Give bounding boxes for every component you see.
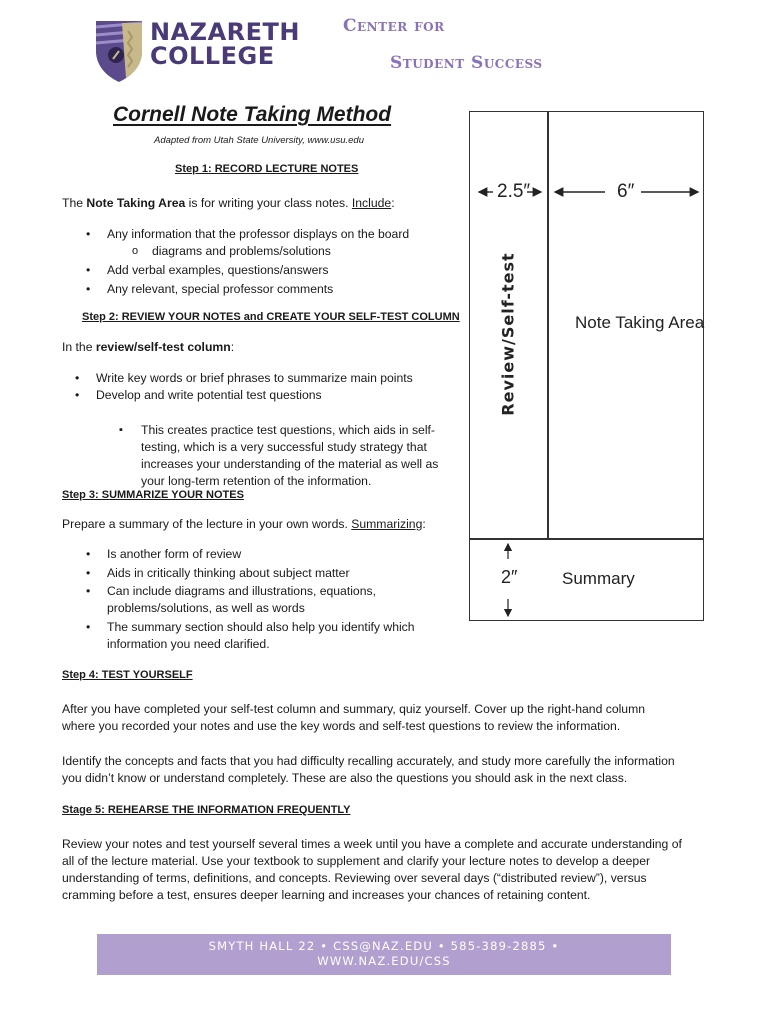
college-wordmark [150, 20, 300, 68]
list-item: • Any information that the professor displays on the board [107, 226, 409, 243]
summary-divider [469, 538, 704, 540]
step1-list-cont [107, 262, 333, 298]
list-item: • Develop and write potential test questions [96, 387, 413, 404]
step1-intro-bold: Note Taking Area [86, 196, 186, 210]
source-attribution: Adapted from Utah State University, www.usu.edu [154, 135, 364, 146]
step3-heading: Step 3: SUMMARIZE YOUR NOTES [62, 489, 244, 501]
step2-intro-post: : [230, 340, 235, 354]
step3-intro-link: Summarizing [351, 517, 423, 531]
sub-bullet-marker: ▪ [119, 424, 123, 436]
paragraph-line: Review your notes and test yourself several times a week until you have a complete and accurate understanding of [62, 837, 682, 851]
list-item: • Aids in critically thinking about subject matter [107, 565, 415, 582]
sub-line: increases your understanding of the material as well as [141, 457, 439, 471]
sub-line: testing, which is a very successful study strategy that [141, 440, 427, 454]
step4-paragraph-1 [62, 701, 645, 735]
paragraph-line: all of the lecture material. Use your textbook to supplement and clarify your lecture notes to develop a deeper [62, 854, 651, 868]
list-item: • Any relevant, special professor comments [107, 281, 333, 298]
note-taking-area-label: Note Taking Area [575, 313, 705, 332]
step3-intro [62, 516, 426, 533]
step1-intro-mid: is for writing your class notes. [185, 196, 352, 210]
list-item-continuation: problems/solutions, as well as words [107, 601, 305, 615]
step2-intro [62, 339, 234, 356]
paragraph-line: where you recorded your notes and use the key words and self-test questions to review the information. [62, 719, 621, 733]
logo-line-1: NAZARETH [150, 18, 300, 46]
college-shield-logo [92, 17, 146, 83]
footer-line-2: WWW.NAZ.EDU/CSS [317, 954, 451, 968]
list-item: • Is another form of review [107, 546, 415, 563]
list-item [107, 619, 415, 653]
list-item: • Write key words or brief phrases to summarize main points [96, 370, 413, 387]
footer-line-1: SMYTH HALL 22 • CSS@NAZ.EDU • 585-389-2885 • [208, 939, 560, 953]
sub-line: your long-term retention of the information. [141, 474, 372, 488]
step1-intro-pre: The [62, 196, 87, 210]
right-column-width: 6″ [617, 181, 635, 202]
list-item-text: • The summary section should also help you identify which [107, 620, 415, 634]
sub-line: This creates practice test questions, which aids in self- [141, 423, 435, 437]
step1-heading: Step 1: RECORD LECTURE NOTES [175, 163, 359, 175]
step2-intro-pre: In the [62, 340, 96, 354]
center-title-line-2: Student Success [390, 53, 543, 73]
step4-heading: Step 4: TEST YOURSELF [62, 669, 193, 681]
list-item [107, 583, 415, 617]
paragraph-line: After you have completed your self-test column and summary, quiz yourself. Cover up the right-hand column [62, 702, 646, 716]
step5-paragraph [62, 836, 682, 904]
step1-list [107, 226, 409, 243]
contact-footer [97, 934, 671, 975]
paragraph-line: understanding of terms, definitions, and concepts. Reviewing over several days (“distributed review”), versus [62, 871, 647, 885]
step1-intro-post: : [391, 196, 395, 210]
paragraph-line: you didn’t know or understand completely. These are also the questions you should ask in the next class. [62, 771, 628, 785]
list-item-text: • Can include diagrams and illustrations, equations, [107, 584, 376, 598]
summary-height: 2″ [501, 567, 518, 587]
step2-heading: Step 2: REVIEW YOUR NOTES and CREATE YOUR SELF-TEST COLUMN [82, 311, 460, 323]
step2-intro-bold: review/self-test column [95, 340, 231, 354]
list-item-continuation: information you need clarified. [107, 637, 270, 651]
step5-heading: Stage 5: REHEARSE THE INFORMATION FREQUENTLY [62, 804, 351, 816]
step1-intro [62, 195, 395, 212]
center-title-line-1: Center for [343, 16, 445, 36]
list-item: • Add verbal examples, questions/answers [107, 262, 333, 279]
review-self-test-label: Review/Self-test [498, 252, 518, 416]
step1-intro-link: Include [351, 196, 392, 210]
step1-sub-item-text: diagrams and problems/solutions [152, 244, 331, 258]
left-column-width: 2.5″ [497, 181, 531, 202]
paragraph-line: cramming before a test, ensures deeper learning and increases your chances of retaining content. [62, 888, 591, 902]
sub-bullet-marker: o [132, 245, 139, 257]
step4-paragraph-2 [62, 753, 675, 787]
page-title: Cornell Note Taking Method [113, 103, 392, 126]
step3-intro-pre: Prepare a summary of the lecture in your own words. [62, 517, 352, 531]
summary-label: Summary [562, 569, 635, 588]
paragraph-line: Identify the concepts and facts that you had difficulty recalling accurately, and study more carefully the information [62, 754, 675, 768]
step2-list [96, 370, 413, 404]
step3-intro-post: : [422, 517, 426, 531]
step3-list [107, 546, 415, 653]
logo-line-2: COLLEGE [150, 42, 275, 70]
